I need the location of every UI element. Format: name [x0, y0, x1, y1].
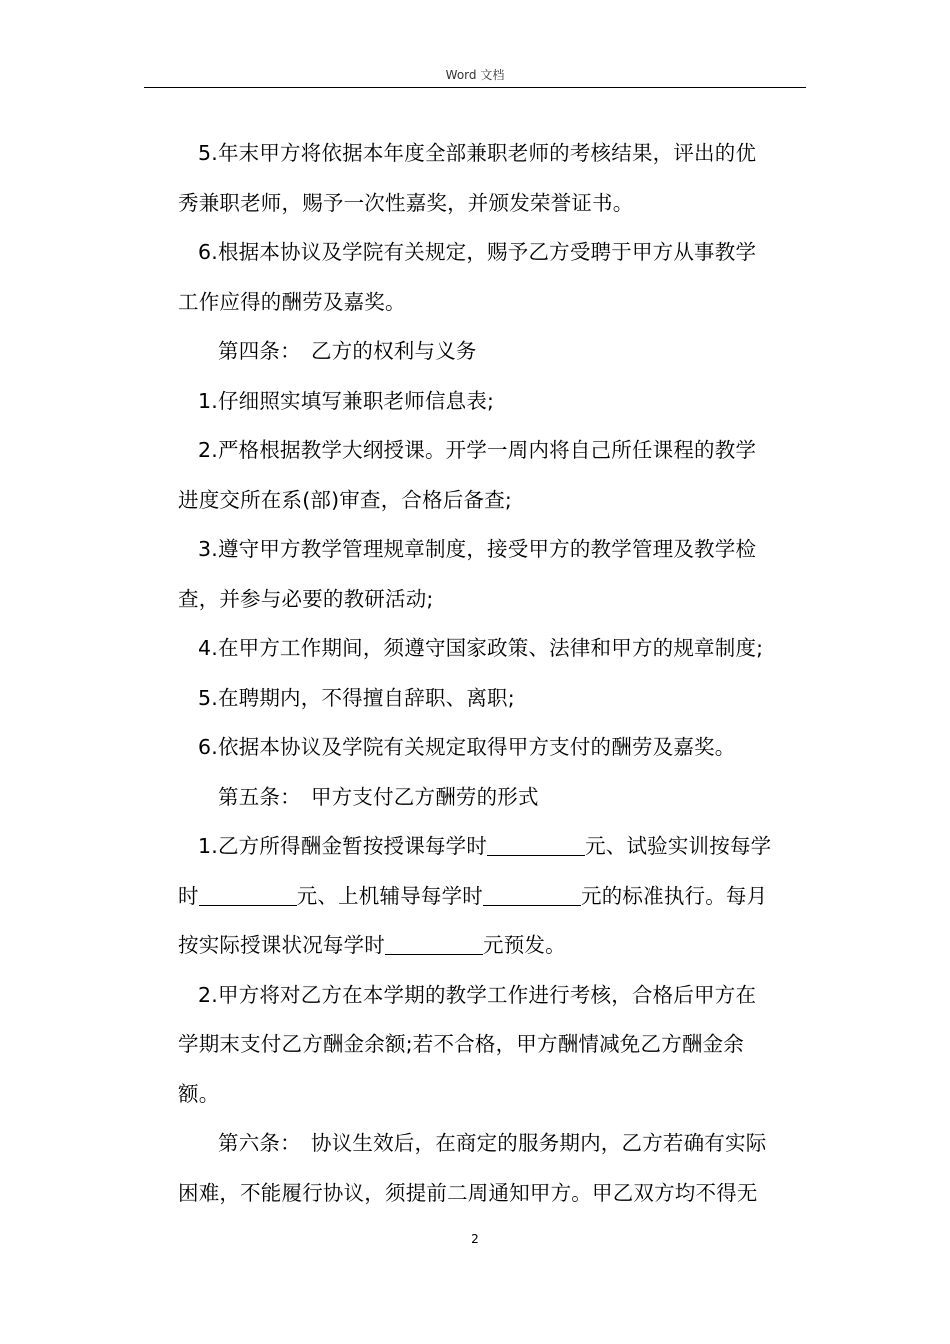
text-line: 查，并参与必要的教研活动; — [178, 586, 434, 611]
fill-in-blank — [385, 934, 483, 955]
text-line — [178, 1119, 803, 1169]
text-fragment: 元的标准执行。每月 — [581, 883, 768, 908]
paragraph-duty-4 — [178, 624, 803, 674]
text-fragment: 元、试验实训按每学 — [585, 834, 772, 858]
paragraph-duty-6 — [178, 723, 803, 773]
article-title: 乙方的权利与义务 — [311, 339, 477, 363]
text-line: 4.在甲方工作期间，须遵守国家政策、法律和甲方的规章制度; — [198, 636, 764, 660]
text-fragment: 元预发。 — [483, 933, 566, 957]
text-line: 1.仔细照实填写兼职老师信息表; — [198, 388, 495, 413]
text-line: 5.在聘期内，不得擅自辞职、离职; — [198, 685, 515, 710]
text-line: 6.依据本协议及学院有关规定取得甲方支付的酬劳及嘉奖。 — [198, 735, 736, 759]
article-4-heading — [178, 327, 803, 377]
text-fragment: 协议生效后，在商定的服务期内，乙方若确有实际 — [311, 1131, 767, 1155]
paragraph-remuneration-right — [178, 228, 803, 327]
paragraph-payment-assessment — [178, 971, 803, 1120]
article-number: 第五条： — [218, 784, 301, 809]
fill-in-blank — [487, 835, 585, 856]
paragraph-duty-2 — [178, 426, 803, 525]
text-line: 2.甲方将对乙方在本学期的教学工作进行考核，合格后甲方在 — [198, 982, 757, 1007]
document-body — [178, 129, 803, 1218]
page-number: 2 — [471, 1232, 479, 1246]
text-line: 额。 — [178, 1081, 220, 1106]
text-fragment: 1.乙方所得酬金暂按授课每学时 — [198, 834, 488, 858]
page-header-title: Word 文档 — [445, 68, 505, 82]
text-line — [178, 872, 803, 922]
text-fragment: 元、上机辅导每学时 — [296, 883, 484, 908]
text-line: 5.年末甲方将依据本年度全部兼职老师的考核结果，评出的优 — [198, 141, 757, 165]
text-fragment: 按实际授课状况每学时 — [178, 933, 385, 957]
fill-in-blank — [199, 885, 297, 906]
text-line: 工作应得的酬劳及嘉奖。 — [178, 289, 406, 314]
article-title: 甲方支付乙方酬劳的形式 — [311, 784, 539, 809]
paragraph-payment-rates — [178, 822, 803, 971]
text-line: 进度交所在系(部)审查，合格后备查; — [178, 487, 513, 512]
text-line — [178, 921, 803, 971]
paragraph-award-excellent — [178, 129, 803, 228]
text-line: 3.遵守甲方教学管理规章制度，接受甲方的教学管理及教学检 — [198, 537, 757, 561]
fill-in-blank — [483, 885, 581, 906]
text-line — [178, 822, 803, 872]
paragraph-duty-5 — [178, 674, 803, 724]
text-line: 秀兼职老师，赐予一次性嘉奖，并颁发荣誉证书。 — [178, 190, 634, 215]
article-5-heading — [178, 773, 803, 823]
text-line: 学期末支付乙方酬金余额;若不合格，甲方酬情减免乙方酬金余 — [178, 1032, 745, 1056]
text-fragment: 时 — [178, 883, 199, 908]
text-line: 2.严格根据教学大纲授课。开学一周内将自己所任课程的教学 — [198, 438, 757, 462]
paragraph-duty-1 — [178, 377, 803, 427]
article-6-paragraph — [178, 1119, 803, 1218]
text-line: 困难，不能履行协议，须提前二周通知甲方。甲乙双方均不得无 — [178, 1180, 758, 1205]
text-line: 6.根据本协议及学院有关规定，赐予乙方受聘于甲方从事教学 — [198, 240, 757, 264]
article-number: 第四条： — [218, 339, 301, 363]
header-divider — [144, 87, 806, 88]
paragraph-duty-3 — [178, 525, 803, 624]
article-number: 第六条： — [218, 1131, 301, 1155]
